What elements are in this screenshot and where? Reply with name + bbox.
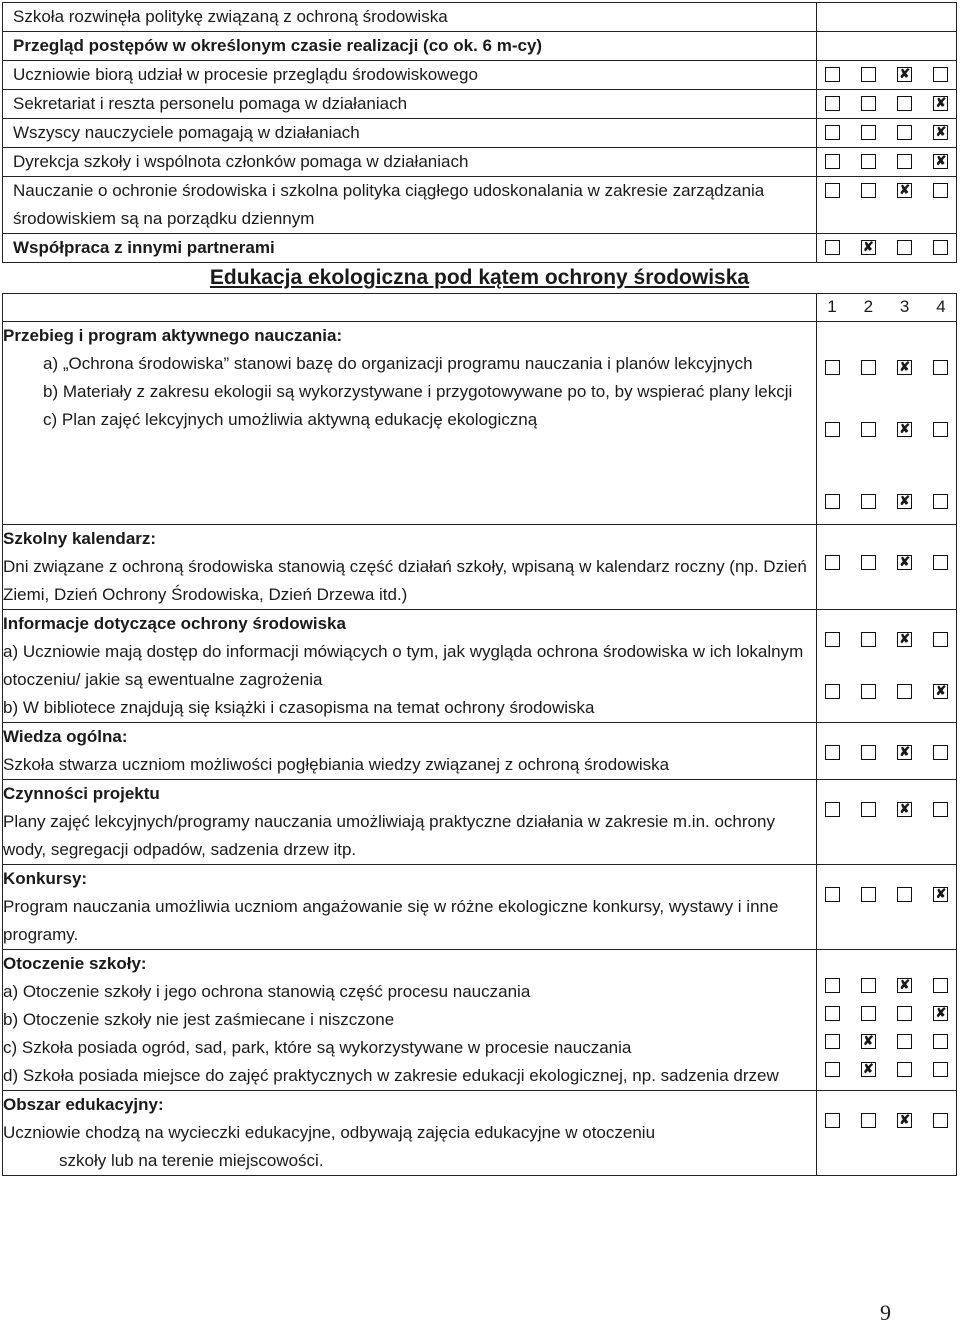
rating-checkboxes (825, 632, 949, 647)
table-row (3, 780, 957, 865)
checkbox-2[interactable] (861, 745, 876, 760)
checkbox-checked-3[interactable] (897, 632, 912, 647)
rating-checkboxes (825, 494, 949, 509)
table-row (3, 865, 957, 950)
checkbox-checked-2[interactable] (861, 240, 876, 255)
criterion-text: Nauczanie o ochronie środowiska i szkolna polityka ciągłego udoskonalania w zakresie zarządzania środowiskiem są na porządku dziennym (13, 181, 765, 228)
rating-cell (817, 90, 957, 119)
rating-cell (817, 950, 957, 1091)
table-row (3, 1091, 957, 1176)
criterion-text: Szkoła rozwinęła politykę związaną z ochroną środowiska (13, 7, 448, 26)
surroundings-item: c) Szkoła posiada ogród, sad, park, które są wykorzystywane w procesie nauczania (3, 1038, 632, 1057)
table-row (3, 610, 957, 723)
checkbox-2[interactable] (861, 632, 876, 647)
rating-cell (817, 61, 957, 90)
checkbox-checked-3[interactable] (897, 802, 912, 817)
info-heading: Informacje dotyczące ochrony środowiska (3, 614, 346, 633)
rating-cell (817, 32, 957, 61)
checkbox-1[interactable] (825, 360, 840, 375)
table-row (3, 90, 957, 119)
surroundings-item: a) Otoczenie szkoły i jego ochrona stanowią część procesu nauczania (3, 982, 531, 1001)
checkbox-4[interactable] (933, 1113, 948, 1128)
checkbox-2[interactable] (861, 978, 876, 993)
rating-cell (817, 610, 957, 723)
checkbox-1[interactable] (825, 183, 840, 198)
checkbox-1[interactable] (825, 494, 840, 509)
criterion-cell (3, 322, 817, 525)
criterion-text: Sekretariat i reszta personelu pomaga w działaniach (13, 94, 408, 113)
rating-cell (817, 177, 957, 234)
checkbox-1[interactable] (825, 125, 840, 140)
checkbox-1[interactable] (825, 422, 840, 437)
table-row (3, 3, 957, 32)
checkbox-checked-3[interactable] (897, 1113, 912, 1128)
contests-heading: Konkursy: (3, 869, 88, 888)
checkbox-3[interactable] (897, 1034, 912, 1049)
rating-cell (817, 119, 957, 148)
checkbox-4[interactable] (933, 1062, 948, 1077)
checkbox-1[interactable] (825, 802, 840, 817)
rating-cell (817, 3, 957, 32)
criterion-cell (3, 1091, 817, 1176)
rating-scale (825, 294, 949, 317)
area-text-2: szkoły lub na terenie miejscowości. (59, 1151, 324, 1170)
criterion-cell (3, 723, 817, 780)
checkbox-2[interactable] (861, 125, 876, 140)
checkbox-checked-3[interactable] (897, 360, 912, 375)
surroundings-heading: Otoczenie szkoły: (3, 954, 147, 973)
checkbox-1[interactable] (825, 632, 840, 647)
checkbox-2[interactable] (861, 802, 876, 817)
checkbox-4[interactable] (933, 978, 948, 993)
checkbox-2[interactable] (861, 154, 876, 169)
table-row (3, 723, 957, 780)
criterion-cell (3, 950, 817, 1091)
rating-checkboxes (825, 67, 949, 82)
checkbox-1[interactable] (825, 96, 840, 111)
rating-checkboxes (825, 684, 949, 699)
table-row (3, 61, 957, 90)
criterion-text: Uczniowie biorą udział w procesie przeglądu środowiskowego (13, 65, 478, 84)
table-row (3, 294, 957, 322)
checkbox-3[interactable] (897, 240, 912, 255)
criterion-text: Wszyscy nauczyciele pomagają w działaniach (13, 123, 360, 142)
info-item: b) W bibliotece znajdują się książki i czasopisma na temat ochrony środowiska (3, 698, 595, 717)
checkbox-1[interactable] (825, 67, 840, 82)
checkbox-4[interactable] (933, 360, 948, 375)
rating-cell (817, 865, 957, 950)
rating-checkboxes (825, 555, 949, 570)
rating-checkboxes (825, 240, 949, 255)
checkbox-1[interactable] (825, 1006, 840, 1021)
checkbox-3[interactable] (897, 1062, 912, 1077)
checkbox-checked-4[interactable] (933, 1006, 948, 1021)
rating-checkboxes (825, 154, 949, 169)
area-text: Uczniowie chodzą na wycieczki edukacyjne, odbywają zajęcia edukacyjne w otoczeniu (3, 1123, 656, 1142)
checkbox-2[interactable] (861, 887, 876, 902)
checkbox-2[interactable] (861, 684, 876, 699)
checkbox-4[interactable] (933, 494, 948, 509)
rating-checkboxes (825, 125, 949, 140)
checkbox-checked-3[interactable] (897, 555, 912, 570)
rating-checkboxes (825, 745, 949, 760)
checkbox-checked-3[interactable] (897, 183, 912, 198)
checkbox-1[interactable] (825, 154, 840, 169)
scale-number: 1 (827, 297, 837, 316)
checkbox-1[interactable] (825, 684, 840, 699)
table-row (3, 322, 957, 525)
checkbox-2[interactable] (861, 96, 876, 111)
section-title-row (3, 263, 957, 294)
checkbox-checked-3[interactable] (897, 745, 912, 760)
rating-cell (817, 723, 957, 780)
info-item: a) Uczniowie mają dostęp do informacji mówiących o tym, jak wygląda ochrona środowiska w ich lokalnym otoczeniu/ jakie są ewentualne zagrożenia (3, 642, 804, 689)
checkbox-2[interactable] (861, 183, 876, 198)
table-row (3, 32, 957, 61)
table-row (3, 234, 957, 263)
checkbox-4[interactable] (933, 555, 948, 570)
checkbox-checked-2[interactable] (861, 1062, 876, 1077)
checkbox-1[interactable] (825, 978, 840, 993)
checkbox-checked-4[interactable] (933, 684, 948, 699)
criterion-cell (3, 119, 817, 148)
scale-number: 2 (863, 297, 874, 316)
rating-cell (817, 234, 957, 263)
checkbox-2[interactable] (861, 360, 876, 375)
criterion-cell (3, 610, 817, 723)
rating-checkboxes (825, 887, 949, 902)
checkbox-1[interactable] (825, 1113, 840, 1128)
table-row (3, 148, 957, 177)
surroundings-item: d) Szkoła posiada miejsce do zajęć praktycznych w zakresie edukacji ekologicznej, np. sadzenia drzew (3, 1066, 779, 1085)
checkbox-3[interactable] (897, 1006, 912, 1021)
checkbox-3[interactable] (897, 887, 912, 902)
program-item: a) „Ochrona środowiska” stanowi bazę do organizacji programu nauczania i planów lekcyjnych (43, 354, 753, 373)
rating-cell (817, 148, 957, 177)
program-item: b) Materiały z zakresu ekologii są wykorzystywane i przygotowywane po to, by wspierać plany lekcji (43, 382, 793, 401)
checkbox-3[interactable] (897, 96, 912, 111)
scale-number: 4 (936, 297, 946, 316)
checkbox-4[interactable] (933, 802, 948, 817)
rating-checkboxes (825, 1006, 949, 1021)
criterion-cell (3, 294, 817, 322)
checkbox-2[interactable] (861, 1006, 876, 1021)
page-number: 9 (880, 1300, 891, 1325)
checkbox-2[interactable] (861, 494, 876, 509)
checkbox-2[interactable] (861, 1113, 876, 1128)
checkbox-1[interactable] (825, 240, 840, 255)
table-row (3, 119, 957, 148)
contests-text: Program nauczania umożliwia uczniom angażowanie się w różne ekologiczne konkursy, wystawy i inne programy. (3, 897, 779, 944)
rating-checkboxes (825, 1034, 949, 1049)
rating-cell (817, 294, 957, 322)
rating-cell (817, 1091, 957, 1176)
checkbox-1[interactable] (825, 555, 840, 570)
rating-checkboxes (825, 1113, 949, 1128)
scale-number: 3 (899, 297, 910, 316)
checkbox-2[interactable] (861, 422, 876, 437)
checkbox-3[interactable] (897, 154, 912, 169)
rating-cell (817, 525, 957, 610)
section-title: Edukacja ekologiczna pod kątem ochrony środowiska (209, 266, 750, 289)
rating-checkboxes (825, 422, 949, 437)
checkbox-checked-4[interactable] (933, 887, 948, 902)
criterion-cell (3, 234, 817, 263)
checkbox-checked-3[interactable] (897, 67, 912, 82)
calendar-heading: Szkolny kalendarz: (3, 529, 157, 548)
rating-checkboxes (825, 183, 949, 198)
criterion-cell (3, 865, 817, 950)
checkbox-checked-3[interactable] (897, 978, 912, 993)
checkbox-4[interactable] (933, 745, 948, 760)
checkbox-1[interactable] (825, 1062, 840, 1077)
criterion-cell (3, 61, 817, 90)
criterion-cell (3, 3, 817, 32)
program-item: c) Plan zajęć lekcyjnych umożliwia aktywną edukację ekologiczną (43, 410, 538, 429)
checkbox-checked-3[interactable] (897, 422, 912, 437)
criterion-cell (3, 525, 817, 610)
rating-cell (817, 780, 957, 865)
project-heading: Czynności projektu (3, 784, 160, 803)
checkbox-1[interactable] (825, 1034, 840, 1049)
criterion-cell (3, 177, 817, 234)
program-heading: Przebieg i program aktywnego nauczania: (3, 326, 343, 345)
rating-checkboxes (825, 96, 949, 111)
rating-checkboxes (825, 360, 949, 375)
table-row (3, 177, 957, 234)
checkbox-1[interactable] (825, 887, 840, 902)
checkbox-1[interactable] (825, 745, 840, 760)
surroundings-item: b) Otoczenie szkoły nie jest zaśmiecane i niszczone (3, 1010, 395, 1029)
checkbox-4[interactable] (933, 422, 948, 437)
criterion-cell (3, 780, 817, 865)
checkbox-4[interactable] (933, 632, 948, 647)
checkbox-3[interactable] (897, 684, 912, 699)
checkbox-checked-4[interactable] (933, 154, 948, 169)
criterion-cell (3, 32, 817, 61)
checkbox-checked-4[interactable] (933, 96, 948, 111)
criterion-text: Współpraca z innymi partnerami (13, 238, 275, 257)
checkbox-2[interactable] (861, 555, 876, 570)
checkbox-4[interactable] (933, 183, 948, 198)
rating-checkboxes (825, 1062, 949, 1077)
criterion-text: Dyrekcja szkoły i wspólnota członków pomaga w działaniach (13, 152, 469, 171)
project-text: Plany zajęć lekcyjnych/programy nauczania umożliwiają praktyczne działania w zakresie m.in. ochrony wody, segregacji odpadów, sadzenia drzew itp. (3, 812, 775, 859)
checkbox-4[interactable] (933, 240, 948, 255)
checkbox-4[interactable] (933, 1034, 948, 1049)
criterion-cell (3, 90, 817, 119)
checkbox-2[interactable] (861, 67, 876, 82)
criterion-cell (3, 148, 817, 177)
rating-cell (817, 322, 957, 525)
table-row (3, 525, 957, 610)
knowledge-heading: Wiedza ogólna: (3, 727, 128, 746)
rating-checkboxes (825, 802, 949, 817)
checkbox-checked-3[interactable] (897, 494, 912, 509)
table-row (3, 950, 957, 1091)
checklist-table (2, 2, 957, 1176)
calendar-text: Dni związane z ochroną środowiska stanowią część działań szkoły, wpisaną w kalendarz roczny (np. Dzień Ziemi, Dzień Ochrony Środowiska, Dzień Drzewa itd.) (3, 557, 807, 604)
checkbox-3[interactable] (897, 125, 912, 140)
criterion-text: Przegląd postępów w określonym czasie realizacji (co ok. 6 m-cy) (13, 36, 543, 55)
knowledge-text: Szkoła stwarza uczniom możliwości pogłębiania wiedzy związanej z ochroną środowiska (3, 755, 670, 774)
checkbox-checked-2[interactable] (861, 1034, 876, 1049)
rating-checkboxes (825, 978, 949, 993)
area-heading: Obszar edukacyjny: (3, 1095, 164, 1114)
checkbox-checked-4[interactable] (933, 125, 948, 140)
checkbox-4[interactable] (933, 67, 948, 82)
